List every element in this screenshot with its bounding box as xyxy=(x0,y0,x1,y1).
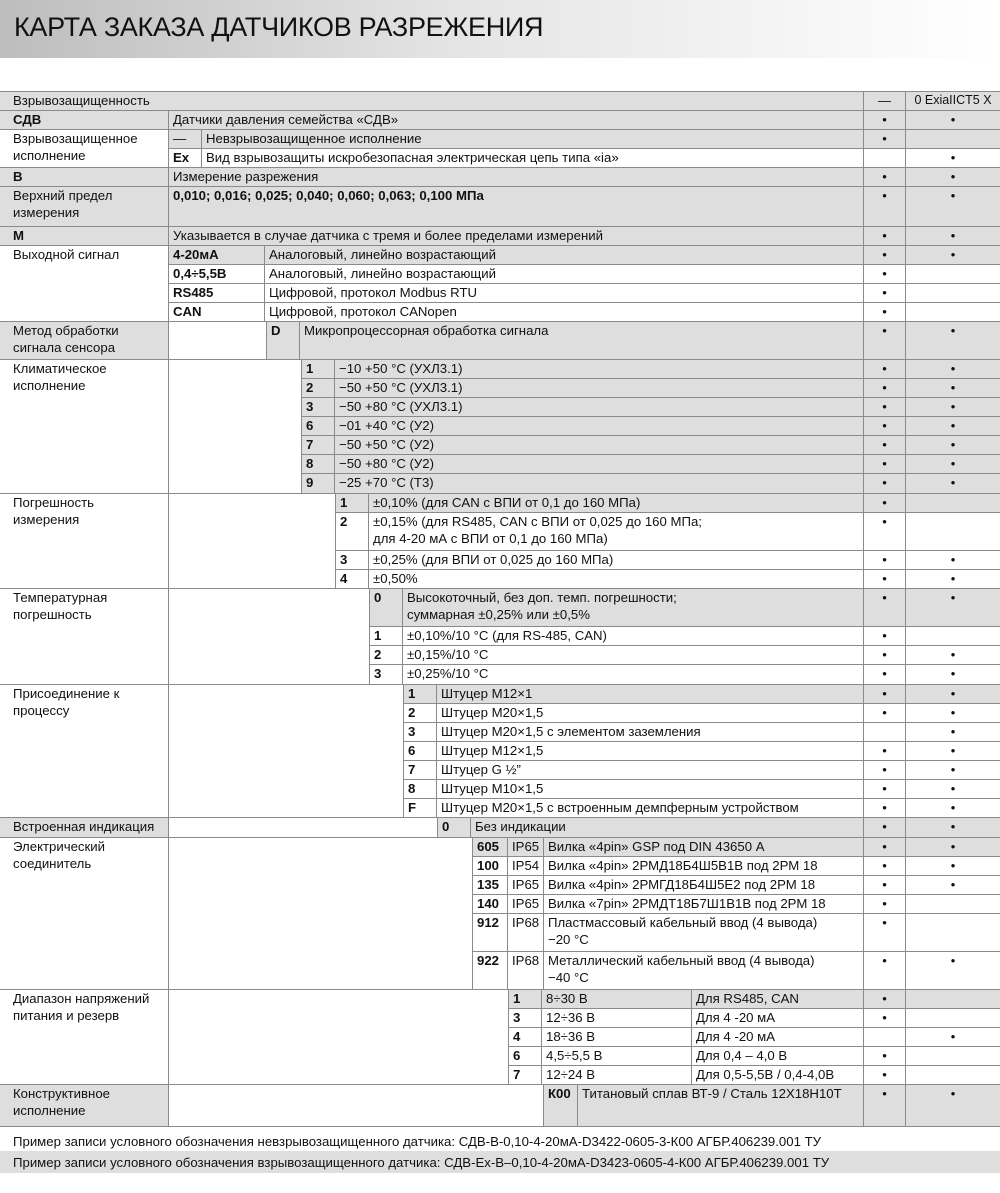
availability-dot-ex: • xyxy=(905,703,1000,722)
availability-dot-ex xyxy=(905,626,1000,645)
option-code: 3 xyxy=(369,664,402,684)
option-code: 8 xyxy=(301,454,334,473)
option-code: 1 xyxy=(335,493,368,512)
section-label: Метод обработки сигнала сенсора xyxy=(0,321,168,359)
availability-dot-std: • xyxy=(863,856,905,875)
header-col-dash: — xyxy=(863,91,905,110)
row-divider xyxy=(472,894,1000,895)
section-label: Погрешность измерения xyxy=(0,493,168,588)
option-code: CAN xyxy=(168,302,264,321)
option-code: 140 xyxy=(472,894,507,913)
availability-dot-std: • xyxy=(863,875,905,894)
option-detail: IP65 xyxy=(507,875,543,894)
availability-dot-ex: • xyxy=(905,817,1000,837)
row-divider xyxy=(508,1008,1000,1009)
availability-dot-std: • xyxy=(863,283,905,302)
row-divider xyxy=(403,798,1000,799)
option-description: Для 4 -20 мА xyxy=(691,1008,863,1027)
indent-spacer xyxy=(168,493,335,588)
availability-dot-std: • xyxy=(863,226,905,245)
section-label: Температурная погрешность xyxy=(0,588,168,684)
availability-dot-std: • xyxy=(863,110,905,129)
column-divider xyxy=(168,493,169,588)
option-code: 3 xyxy=(403,722,436,741)
row-divider xyxy=(403,779,1000,780)
option-code: 3 xyxy=(335,550,368,569)
option-code: 100 xyxy=(472,856,507,875)
option-description: ±0,10% (для CAN с ВПИ от 0,1 до 160 МПа) xyxy=(368,493,863,512)
availability-dot-ex: • xyxy=(905,684,1000,703)
option-code: — xyxy=(168,129,201,148)
section-divider xyxy=(0,837,1000,838)
option-code: 2 xyxy=(335,512,368,550)
option-description: Без индикации xyxy=(470,817,863,837)
availability-dot-std: • xyxy=(863,894,905,913)
availability-dot-ex xyxy=(905,264,1000,283)
availability-dot-std: • xyxy=(863,760,905,779)
section-divider xyxy=(0,129,1000,130)
row-divider xyxy=(403,741,1000,742)
option-code: 2 xyxy=(403,703,436,722)
availability-dot-ex: • xyxy=(905,741,1000,760)
row-divider xyxy=(472,913,1000,914)
option-code: Измерение разрежения xyxy=(168,167,863,186)
section-divider xyxy=(0,110,1000,111)
indent-spacer xyxy=(168,989,508,1084)
section-label: Присоединение к процессу xyxy=(0,684,168,817)
section-label: СДВ xyxy=(0,110,168,129)
indent-spacer xyxy=(168,588,369,684)
option-code: 1 xyxy=(301,359,334,378)
option-description: Штуцер М12×1 xyxy=(436,684,863,703)
availability-dot-std: • xyxy=(863,664,905,684)
availability-dot-std: • xyxy=(863,416,905,435)
option-detail: IP68 xyxy=(507,951,543,989)
availability-dot-ex xyxy=(905,1046,1000,1065)
availability-dot-std: • xyxy=(863,1046,905,1065)
availability-dot-std: • xyxy=(863,913,905,951)
row-divider xyxy=(335,569,1000,570)
column-divider xyxy=(168,588,169,684)
availability-dot-ex xyxy=(905,989,1000,1008)
option-code: 7 xyxy=(301,435,334,454)
availability-dot-ex: • xyxy=(905,951,1000,989)
section-label: Конструктивное исполнение xyxy=(0,1084,168,1126)
column-divider xyxy=(168,321,169,359)
row-divider xyxy=(403,760,1000,761)
availability-dot-std: • xyxy=(863,454,905,473)
row-divider xyxy=(301,397,1000,398)
option-code: 4 xyxy=(335,569,368,588)
availability-dot-ex: • xyxy=(905,1027,1000,1046)
availability-dot-std: • xyxy=(863,569,905,588)
option-code: RS485 xyxy=(168,283,264,302)
option-code: Датчики давления семейства «СДВ» xyxy=(168,110,863,129)
availability-dot-ex xyxy=(905,129,1000,148)
option-description: Штуцер М20×1,5 с элементом заземления xyxy=(436,722,863,741)
section-divider xyxy=(0,989,1000,990)
section-divider xyxy=(0,167,1000,168)
page-title: КАРТА ЗАКАЗА ДАТЧИКОВ РАЗРЕЖЕНИЯ xyxy=(14,12,544,42)
section-label: М xyxy=(0,226,168,245)
row-divider xyxy=(369,645,1000,646)
footer-example-2: Пример записи условного обозначения взрывозащищенного датчика: СДВ-Ex-В–0,10-4-20мА-D3423-0605-4-К00 АГБР.406239.001 ТУ xyxy=(0,1151,1000,1173)
option-description: Штуцер G ½” xyxy=(436,760,863,779)
availability-dot-std: • xyxy=(863,302,905,321)
option-detail: IP68 xyxy=(507,913,543,951)
table-top-border xyxy=(0,91,1000,92)
header-col-exia: 0 ExiaIICT5 X xyxy=(905,91,1000,110)
row-divider xyxy=(403,703,1000,704)
section-divider xyxy=(0,493,1000,494)
availability-dot-std: • xyxy=(863,129,905,148)
column-divider xyxy=(168,989,169,1084)
option-description: Штуцер М20×1,5 xyxy=(436,703,863,722)
indent-spacer xyxy=(168,1084,543,1126)
availability-dot-std: • xyxy=(863,645,905,664)
row-divider xyxy=(508,1027,1000,1028)
option-description: Штуцер М12×1,5 xyxy=(436,741,863,760)
option-code: Указывается в случае датчика с тремя и более пределами измерений xyxy=(168,226,863,245)
availability-dot-ex: • xyxy=(905,722,1000,741)
indent-spacer xyxy=(168,321,266,359)
availability-dot-std: • xyxy=(863,588,905,626)
section-label: Электрический соединитель xyxy=(0,837,168,989)
availability-dot-ex: • xyxy=(905,321,1000,359)
availability-dot-ex: • xyxy=(905,378,1000,397)
indent-spacer xyxy=(168,817,437,837)
option-description: Аналоговый, линейно возрастающий xyxy=(264,245,863,264)
option-description: Вилка «4pin» GSP под DIN 43650 А xyxy=(543,837,863,856)
availability-dot-ex: • xyxy=(905,588,1000,626)
row-divider xyxy=(168,148,1000,149)
availability-dot-std: • xyxy=(863,817,905,837)
table-bottom-border xyxy=(0,1126,1000,1127)
availability-dot-std: • xyxy=(863,989,905,1008)
option-detail: 12÷24 В xyxy=(541,1065,691,1084)
section-divider xyxy=(0,684,1000,685)
row-divider xyxy=(472,951,1000,952)
option-code: К00 xyxy=(543,1084,577,1126)
availability-dot-std: • xyxy=(863,359,905,378)
option-code: 3 xyxy=(301,397,334,416)
section-divider xyxy=(0,226,1000,227)
availability-dot-std: • xyxy=(863,550,905,569)
availability-dot-std: • xyxy=(863,798,905,817)
availability-dot-std xyxy=(863,1027,905,1046)
option-description: −50 +50 °С (У2) xyxy=(334,435,863,454)
availability-dot-std: • xyxy=(863,684,905,703)
option-code: 4-20мА xyxy=(168,245,264,264)
option-detail: 12÷36 В xyxy=(541,1008,691,1027)
option-code: 6 xyxy=(301,416,334,435)
availability-dot-ex: • xyxy=(905,645,1000,664)
option-detail: IP65 xyxy=(507,894,543,913)
availability-dot-ex: • xyxy=(905,798,1000,817)
row-divider xyxy=(508,1065,1000,1066)
option-description: ±0,10%/10 °С (для RS-485, CAN) xyxy=(402,626,863,645)
row-divider xyxy=(301,473,1000,474)
availability-dot-ex: • xyxy=(905,569,1000,588)
row-divider xyxy=(472,875,1000,876)
option-description: Для RS485, CAN xyxy=(691,989,863,1008)
row-divider xyxy=(168,264,1000,265)
option-description: Цифровой, протокол Modbus RTU xyxy=(264,283,863,302)
availability-dot-std: • xyxy=(863,1084,905,1126)
option-description: −10 +50 °С (УХЛ3.1) xyxy=(334,359,863,378)
option-code: 0 xyxy=(437,817,470,837)
row-divider xyxy=(301,454,1000,455)
row-divider xyxy=(508,1046,1000,1047)
option-description: Вид взрывозащиты искробезопасная электрическая цепь типа «ia» xyxy=(201,148,863,167)
indent-spacer xyxy=(168,359,301,493)
section-divider xyxy=(0,588,1000,589)
option-code: Ex xyxy=(168,148,201,167)
availability-dot-std: • xyxy=(863,378,905,397)
availability-dot-std: • xyxy=(863,321,905,359)
option-code: 3 xyxy=(508,1008,541,1027)
option-code: 0 xyxy=(369,588,402,626)
option-description: −50 +80 °С (УХЛ3.1) xyxy=(334,397,863,416)
option-description: −25 +70 °С (Т3) xyxy=(334,473,863,493)
availability-dot-ex: • xyxy=(905,245,1000,264)
availability-dot-ex: • xyxy=(905,416,1000,435)
availability-dot-std: • xyxy=(863,703,905,722)
option-detail: 8÷30 В xyxy=(541,989,691,1008)
option-description: −50 +80 °С (У2) xyxy=(334,454,863,473)
section-divider xyxy=(0,1084,1000,1085)
row-divider xyxy=(301,416,1000,417)
availability-dot-std: • xyxy=(863,264,905,283)
row-divider xyxy=(168,302,1000,303)
availability-dot-ex xyxy=(905,512,1000,550)
row-divider xyxy=(472,856,1000,857)
option-description: Вилка «4pin» 2РМД18Б4Ш5В1В под 2РМ 18 xyxy=(543,856,863,875)
availability-dot-std: • xyxy=(863,435,905,454)
column-divider xyxy=(168,359,169,493)
section-label: Взрывозащищенное исполнение xyxy=(0,129,168,167)
availability-dot-ex xyxy=(905,1065,1000,1084)
option-code: 0,4÷5,5В xyxy=(168,264,264,283)
availability-dot-ex: • xyxy=(905,1084,1000,1126)
section-divider xyxy=(0,817,1000,818)
option-code: 922 xyxy=(472,951,507,989)
option-description: Пластмассовый кабельный ввод (4 вывода) −20 °С xyxy=(543,913,863,951)
option-description: ±0,50% xyxy=(368,569,863,588)
availability-dot-ex xyxy=(905,913,1000,951)
availability-dot-std xyxy=(863,148,905,167)
option-code: 605 xyxy=(472,837,507,856)
availability-dot-std: • xyxy=(863,1065,905,1084)
availability-dot-ex: • xyxy=(905,837,1000,856)
section-divider xyxy=(0,359,1000,360)
option-code: D xyxy=(266,321,299,359)
availability-dot-ex: • xyxy=(905,875,1000,894)
option-code: 912 xyxy=(472,913,507,951)
availability-dot-ex: • xyxy=(905,359,1000,378)
column-divider xyxy=(168,684,169,817)
option-description: Вилка «4pin» 2РМГД18Б4Ш5Е2 под 2РМ 18 xyxy=(543,875,863,894)
option-description: Штуцер М20×1,5 с встроенным демпферным устройством xyxy=(436,798,863,817)
availability-dot-std: • xyxy=(863,397,905,416)
option-code: 6 xyxy=(508,1046,541,1065)
availability-dot-ex: • xyxy=(905,550,1000,569)
availability-dot-ex xyxy=(905,283,1000,302)
option-code: 2 xyxy=(369,645,402,664)
option-code: F xyxy=(403,798,436,817)
availability-dot-ex: • xyxy=(905,760,1000,779)
option-code: 4 xyxy=(508,1027,541,1046)
option-description: −01 +40 °С (У2) xyxy=(334,416,863,435)
option-description: Высокоточный, без доп. темп. погрешности; суммарная ±0,25% или ±0,5% xyxy=(402,588,863,626)
section-label: Диапазон напряжений питания и резерв xyxy=(0,989,168,1084)
option-description: −50 +50 °С (УХЛ3.1) xyxy=(334,378,863,397)
row-divider xyxy=(369,626,1000,627)
section-divider xyxy=(0,186,1000,187)
section-label: Климатическое исполнение xyxy=(0,359,168,493)
column-divider xyxy=(168,837,169,989)
availability-dot-std: • xyxy=(863,493,905,512)
availability-dot-std: • xyxy=(863,951,905,989)
option-description: ±0,25%/10 °С xyxy=(402,664,863,684)
row-divider xyxy=(168,283,1000,284)
option-description: Для 4 -20 мА xyxy=(691,1027,863,1046)
section-divider xyxy=(0,321,1000,322)
availability-dot-std: • xyxy=(863,186,905,226)
availability-dot-ex: • xyxy=(905,226,1000,245)
availability-dot-ex xyxy=(905,894,1000,913)
option-description: ±0,15% (для RS485, CAN с ВПИ от 0,025 до 160 МПа; для 4-20 мА с ВПИ от 0,1 до 160 МПа) xyxy=(368,512,863,550)
option-detail: IP54 xyxy=(507,856,543,875)
availability-dot-std: • xyxy=(863,167,905,186)
option-code: 6 xyxy=(403,741,436,760)
indent-spacer xyxy=(168,684,403,817)
option-code: 135 xyxy=(472,875,507,894)
availability-dot-ex: • xyxy=(905,148,1000,167)
availability-dot-ex: • xyxy=(905,110,1000,129)
option-detail: 18÷36 В xyxy=(541,1027,691,1046)
availability-dot-std: • xyxy=(863,626,905,645)
option-code: 8 xyxy=(403,779,436,798)
option-description: Аналоговый, линейно возрастающий xyxy=(264,264,863,283)
section-label: Верхний предел измерения xyxy=(0,186,168,226)
indent-spacer xyxy=(168,837,472,989)
availability-dot-ex: • xyxy=(905,856,1000,875)
header-explosion-label: Взрывозащищенность xyxy=(0,91,863,110)
option-code: 9 xyxy=(301,473,334,493)
option-description: Для 0,4 – 4,0 В xyxy=(691,1046,863,1065)
option-code: 1 xyxy=(403,684,436,703)
row-divider xyxy=(369,664,1000,665)
availability-dot-ex: • xyxy=(905,454,1000,473)
section-divider xyxy=(0,245,1000,246)
availability-dot-std: • xyxy=(863,837,905,856)
option-code: 1 xyxy=(508,989,541,1008)
section-label: Встроенная индикация xyxy=(0,817,168,837)
option-description: Штуцер М10×1,5 xyxy=(436,779,863,798)
footer-example-1: Пример записи условного обозначения невзрывозащищенного датчика: СДВ-В-0,10-4-20мА-D3422-0605-3-К00 АГБР.406239.001 ТУ xyxy=(0,1130,1000,1151)
option-detail: 4,5÷5,5 В xyxy=(541,1046,691,1065)
option-detail: IP65 xyxy=(507,837,543,856)
column-divider xyxy=(168,1084,169,1126)
section-label: В xyxy=(0,167,168,186)
availability-dot-std xyxy=(863,722,905,741)
availability-dot-std: • xyxy=(863,473,905,493)
availability-dot-std: • xyxy=(863,1008,905,1027)
option-code: 1 xyxy=(369,626,402,645)
option-description: Металлический кабельный ввод (4 вывода) −40 °С xyxy=(543,951,863,989)
option-description: Для 0,5-5,5В / 0,4-4,0В xyxy=(691,1065,863,1084)
availability-dot-ex: • xyxy=(905,779,1000,798)
availability-dot-ex: • xyxy=(905,473,1000,493)
row-divider xyxy=(301,435,1000,436)
option-description: ±0,25% (для ВПИ от 0,025 до 160 МПа) xyxy=(368,550,863,569)
availability-dot-std: • xyxy=(863,741,905,760)
row-divider xyxy=(335,550,1000,551)
availability-dot-ex: • xyxy=(905,167,1000,186)
option-description: Вилка «7pin» 2РМДТ18Б7Ш1В1В под 2РМ 18 xyxy=(543,894,863,913)
availability-dot-ex xyxy=(905,493,1000,512)
option-description: Невзрывозащищенное исполнение xyxy=(201,129,863,148)
availability-dot-ex xyxy=(905,1008,1000,1027)
option-description: Микропроцессорная обработка сигнала xyxy=(299,321,863,359)
column-divider xyxy=(168,817,169,837)
option-code: 7 xyxy=(508,1065,541,1084)
section-label: Выходной сигнал xyxy=(0,245,168,321)
availability-dot-std: • xyxy=(863,245,905,264)
availability-dot-std: • xyxy=(863,779,905,798)
option-code: 0,010; 0,016; 0,025; 0,040; 0,060; 0,063; 0,100 МПа xyxy=(168,186,863,226)
option-code: 2 xyxy=(301,378,334,397)
option-code: 7 xyxy=(403,760,436,779)
row-divider xyxy=(301,378,1000,379)
availability-dot-ex: • xyxy=(905,186,1000,226)
option-description: Титановый сплав ВТ-9 / Сталь 12Х18Н10Т xyxy=(577,1084,863,1126)
availability-dot-ex: • xyxy=(905,664,1000,684)
availability-dot-ex xyxy=(905,302,1000,321)
availability-dot-ex: • xyxy=(905,435,1000,454)
row-divider xyxy=(403,722,1000,723)
option-description: Цифровой, протокол CANopen xyxy=(264,302,863,321)
option-description: ±0,15%/10 °С xyxy=(402,645,863,664)
availability-dot-ex: • xyxy=(905,397,1000,416)
availability-dot-std: • xyxy=(863,512,905,550)
row-divider xyxy=(335,512,1000,513)
